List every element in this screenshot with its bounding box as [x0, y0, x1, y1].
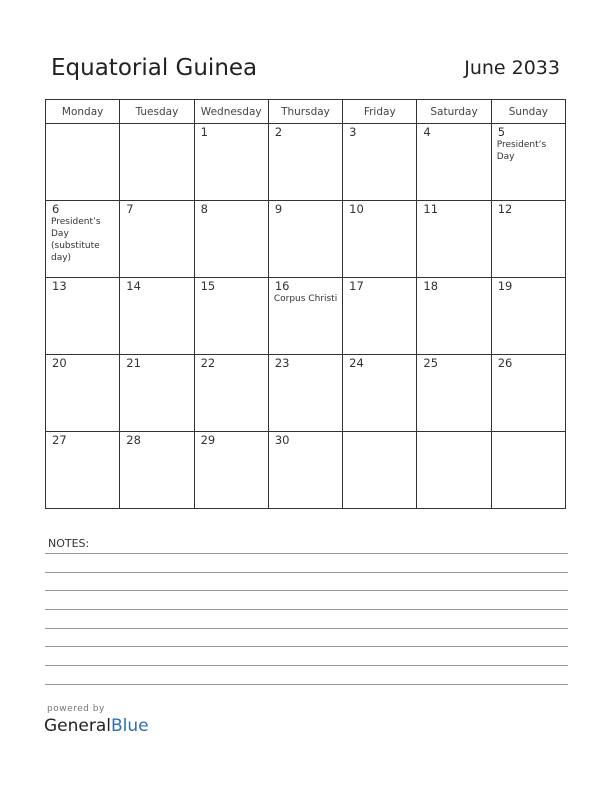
day-number: 7	[126, 202, 134, 216]
day-number: 20	[52, 356, 67, 370]
day-number: 13	[52, 279, 67, 293]
day-number: 6	[52, 202, 60, 216]
weekday-header-tuesday: Tuesday	[120, 100, 194, 124]
day-cell-16	[268, 278, 342, 355]
day-number: 19	[497, 279, 513, 293]
day-number: 9	[274, 202, 283, 216]
week-row	[46, 355, 566, 432]
week-row	[46, 278, 566, 355]
day-number: 15	[200, 279, 216, 293]
day-cell-9	[268, 201, 342, 278]
day-cell-28	[120, 432, 194, 509]
day-cell-26	[491, 355, 565, 432]
day-number: 16	[274, 279, 290, 293]
day-number: 27	[52, 433, 67, 447]
day-number: 3	[349, 125, 357, 139]
brand-blue-text: Blue	[111, 716, 149, 736]
day-number: 23	[274, 356, 290, 370]
day-cell-13	[46, 278, 120, 355]
day-number: 8	[200, 202, 208, 216]
day-number: 29	[200, 433, 216, 447]
day-cell-14	[120, 278, 194, 355]
notes-label: NOTES:	[48, 537, 90, 550]
holiday-label: President’s Day	[496, 140, 547, 162]
day-cell-1	[194, 124, 268, 201]
day-cell-15	[194, 278, 268, 355]
day-number: 14	[126, 279, 141, 293]
day-cell-22	[194, 355, 268, 432]
day-cell-30	[268, 432, 342, 509]
day-cell-3	[343, 124, 417, 201]
day-number: 5	[497, 125, 506, 139]
holiday-label: President’s Day (substitute day)	[51, 217, 101, 263]
day-cell-25	[417, 355, 491, 432]
day-number: 17	[349, 279, 364, 293]
note-line	[45, 646, 568, 647]
day-number: 11	[423, 202, 439, 216]
note-line	[45, 665, 568, 666]
note-line	[45, 628, 568, 629]
note-line	[45, 609, 568, 610]
note-line	[45, 590, 568, 591]
day-cell-7	[120, 201, 194, 278]
calendar-grid	[45, 99, 566, 509]
empty-day-cell	[417, 432, 491, 509]
country-title: Equatorial Guinea	[51, 55, 258, 81]
day-number: 28	[126, 433, 141, 447]
day-cell-24	[343, 355, 417, 432]
day-number: 26	[497, 356, 513, 370]
day-cell-20	[46, 355, 120, 432]
day-cell-27	[46, 432, 120, 509]
week-row	[46, 432, 566, 509]
day-number: 2	[274, 125, 283, 139]
day-number: 18	[423, 279, 439, 293]
weekday-header-saturday: Saturday	[417, 100, 491, 124]
day-cell-2	[268, 124, 342, 201]
generalblue-logo[interactable]	[44, 716, 149, 736]
day-number: 21	[126, 356, 141, 370]
week-row	[46, 201, 566, 278]
day-number: 1	[200, 125, 208, 139]
weekday-header-monday: Monday	[46, 100, 120, 124]
note-line	[45, 684, 568, 685]
empty-day-cell	[343, 432, 417, 509]
day-cell-6	[46, 201, 120, 278]
brand-general-text: General	[44, 716, 111, 736]
day-cell-11	[417, 201, 491, 278]
day-number: 25	[423, 356, 439, 370]
week-row	[46, 124, 566, 201]
day-cell-5	[491, 124, 565, 201]
day-number: 24	[349, 356, 364, 370]
day-cell-4	[417, 124, 491, 201]
day-number: 22	[200, 356, 216, 370]
powered-by-text: powered by	[47, 704, 105, 714]
day-cell-23	[268, 355, 342, 432]
weekday-header-thursday: Thursday	[268, 100, 342, 124]
day-number: 4	[423, 125, 431, 139]
empty-day-cell	[120, 124, 194, 201]
empty-day-cell	[46, 124, 120, 201]
day-cell-19	[491, 278, 565, 355]
day-cell-8	[194, 201, 268, 278]
day-number: 30	[274, 433, 290, 447]
weekday-header-wednesday: Wednesday	[194, 100, 268, 124]
note-line	[45, 572, 568, 573]
weekday-header-sunday: Sunday	[491, 100, 565, 124]
day-number: 12	[497, 202, 513, 216]
day-cell-12	[491, 201, 565, 278]
day-cell-10	[343, 201, 417, 278]
day-cell-21	[120, 355, 194, 432]
day-cell-17	[343, 278, 417, 355]
month-year-title: June 2033	[464, 57, 560, 79]
weekday-header-row	[46, 100, 566, 124]
note-line	[45, 553, 568, 554]
day-cell-29	[194, 432, 268, 509]
holiday-label: Corpus Christi	[273, 294, 338, 304]
weekday-header-friday: Friday	[343, 100, 417, 124]
day-cell-18	[417, 278, 491, 355]
day-number: 10	[349, 202, 364, 216]
empty-day-cell	[491, 432, 565, 509]
